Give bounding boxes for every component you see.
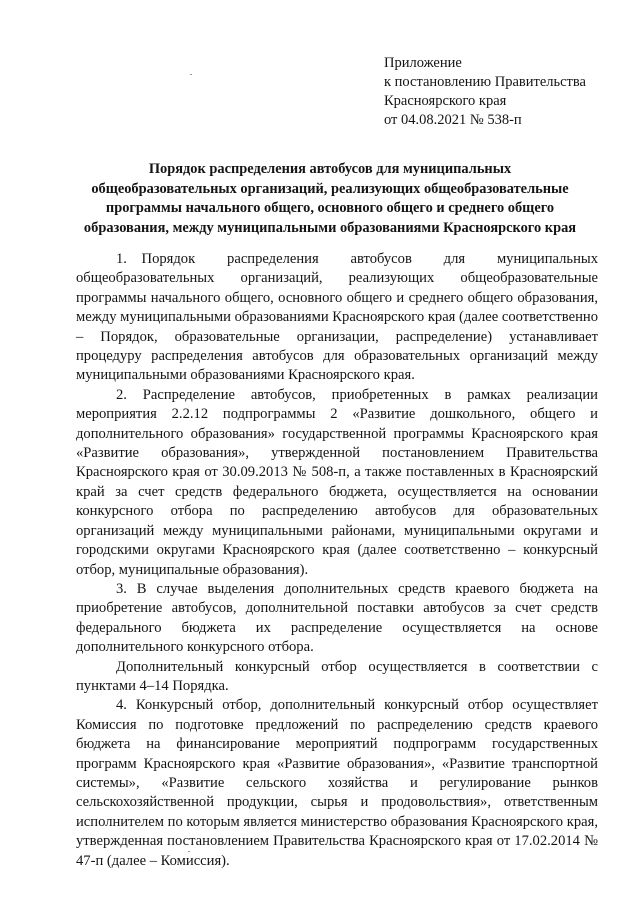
document-title [60, 160, 600, 238]
appendix-line: к постановлению Правительства [384, 74, 586, 90]
paragraph-1: 1. Порядок распределения автобусов для муниципальных общеобразовательных организаций, реализующих общеобразовательные программы начального общего, основного общего и среднего общего образования, между муниципальными образованиями Красноярского края (далее соответственно – Порядок, образовательные организации, распределение) устанавливает процедуру распределения автобусов для образовательных организаций между муниципальными образованиями Красноярского края. [76, 251, 598, 384]
paragraph-3: 3. В случае выделения дополнительных средств краевого бюджета на приобретение автобусов, дополнительной поставки автобусов за счет средств федерального бюджета их распределение осуществляется на основе дополнительного конкурсного отбора. [76, 580, 598, 656]
title-line: Порядок распределения автобусов для муниципальных [148, 161, 512, 177]
appendix-line: Приложение [384, 55, 462, 71]
document-body [76, 250, 598, 871]
paragraph-2: 2. Распределение автобусов, приобретенных в рамках реализации мероприятия 2.2.12 подпрограммы 2 «Развитие дошкольного, общего и дополнительного образования» государственной программы Красноярского края «Развитие образования», утвержденной постановлением Правительства Красноярского края от 30.09.2013 № 508-п, а также поставленных в Красноярский край за счет средств федерального бюджета, осуществляется на основании конкурсного отбора по распределению автобусов для образовательных организаций между муниципальными районами, муниципальными округами и городскими округами Красноярского края (далее соответственно – конкурсный отбор, муниципальные образования). [76, 386, 598, 578]
appendix-block [384, 54, 586, 130]
title-line: программы начального общего, основного общего и среднего общего [105, 200, 555, 216]
appendix-line: Красноярского края [384, 93, 507, 109]
paragraph-4: 4. Конкурсный отбор, дополнительный конкурсный отбор осуществляет Комиссия по подготовке предложений по распределению средств краевого бюджета на финансирование мероприятий подпрограмм государственных программ Красноярского края «Развитие образования», «Развитие транспортной системы», «Развитие сельского хозяйства и регулирование рынков сельскохозяйственной продукции, сырья и продовольствия», ответственным исполнителем по которым является министерство образования Красноярского края, утвержденная постановлением Правительства Красноярского края от 17.02.2014 № 47-п (далее – Комиссия). [76, 697, 598, 869]
appendix-line: от 04.08.2021 № 538-п [384, 112, 522, 128]
paragraph-3-addendum: Дополнительный конкурсный отбор осуществляется в соответствии с пунктами 4–14 Порядка. [76, 658, 598, 694]
scan-speck [190, 74, 192, 75]
title-line: образования, между муниципальными образованиями Красноярского края [83, 219, 577, 236]
title-line: общеобразовательных организаций, реализующих общеобразовательные [91, 180, 569, 197]
